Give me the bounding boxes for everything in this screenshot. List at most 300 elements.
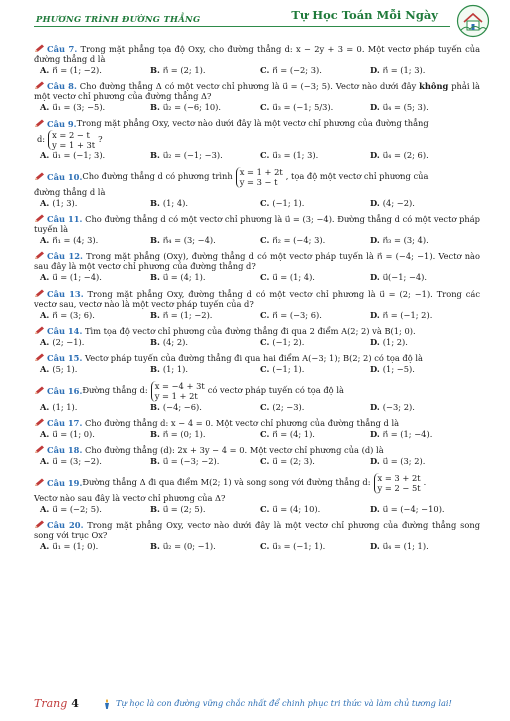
question-text: Cho đường thẳng d có một vectơ chỉ phương là u⃗ = (3; −4). Đường thẳng d có một vectơ pháp tuyến là: [34, 213, 480, 234]
option-value: u⃗₂ = (0; −1).: [162, 540, 216, 551]
option-letter: A.: [40, 503, 50, 514]
option-letter: D.: [370, 309, 380, 320]
question-text: Vectơ pháp tuyến của đường thẳng đi qua hai điểm A(−3; 1); B(2; 2) có tọa độ là: [84, 353, 423, 364]
option-letter: D.: [370, 197, 380, 208]
question-text-cont: .: [423, 477, 427, 488]
answer-options: [34, 365, 480, 375]
option-letter: C.: [260, 540, 270, 551]
pencil-icon: [34, 214, 45, 223]
answer-options: [34, 403, 480, 413]
question-number: Câu 17.: [47, 418, 83, 429]
question-stem: [34, 167, 480, 188]
option-letter: A.: [40, 102, 50, 113]
answer-option[interactable]: [260, 505, 370, 515]
answer-options: [34, 311, 480, 321]
answer-option[interactable]: [370, 338, 480, 348]
option-letter: C.: [260, 456, 270, 467]
option-value: (1; −5).: [382, 364, 415, 375]
pencil-icon: [34, 172, 45, 181]
option-value: n⃗₂ = (−4; 3).: [272, 234, 326, 245]
question-head: [34, 251, 83, 261]
option-letter: B.: [150, 197, 160, 208]
answer-option[interactable]: [40, 505, 150, 515]
option-letter: D.: [370, 150, 380, 161]
answer-options: [34, 542, 480, 552]
question-text: Cho đường thẳng Δ có một vectơ chỉ phương là u⃗ = (−3; 5). Vectơ nào dưới đây: [79, 81, 417, 92]
equation-system: [236, 167, 283, 188]
question-number: Câu 20.: [47, 519, 84, 530]
answer-option[interactable]: [40, 542, 150, 552]
answer-options: [34, 66, 480, 76]
answer-option[interactable]: [150, 151, 260, 161]
option-value: u⃗₁ = (−1; 3).: [52, 150, 106, 161]
question-text: Trong mặt phẳng tọa độ Oxy, cho đường thẳng d: x − 2y + 3 = 0. Một vectơ pháp tuyến của đường thẳng d là: [34, 44, 481, 64]
answer-options: [34, 236, 480, 246]
option-letter: A.: [40, 150, 50, 161]
pencil-icon: [34, 418, 45, 427]
option-value: (4; 2).: [162, 337, 189, 347]
option-value: (−1; 2).: [272, 337, 305, 347]
question-text: Cho đường thẳng d có phương trình: [82, 171, 233, 182]
answer-option[interactable]: [370, 457, 480, 467]
answer-option[interactable]: [260, 273, 370, 283]
question-text: Trong mặt phẳng Oxy, đường thẳng d có một vectơ chỉ phương là u⃗ = (2; −1). Trong các vectơ sau, vectơ nào là một vectơ pháp tuyến của d?: [34, 288, 480, 309]
question-item: [34, 251, 480, 283]
option-letter: B.: [150, 337, 160, 347]
question-stem: [34, 289, 480, 310]
answer-option[interactable]: [370, 505, 480, 515]
question-text: Cho đường thẳng d: x − 4 = 0. Một vectơ chỉ phương của đường thẳng d là: [84, 418, 400, 429]
answer-options: [34, 273, 480, 283]
question-head: [34, 418, 82, 428]
question-number: Câu 7.: [47, 44, 78, 54]
option-letter: A.: [40, 197, 50, 208]
answer-option[interactable]: [40, 151, 150, 161]
question-text: Trong mặt phẳng Oxy, vectơ nào dưới đây là một vectơ chỉ phương của đường thẳng: [76, 118, 429, 129]
answer-options: [34, 199, 480, 209]
question-number: Câu 9.: [47, 118, 77, 129]
answer-option[interactable]: [370, 199, 480, 209]
option-value: u⃗ = (−4; −10).: [382, 503, 445, 514]
question-number: Câu 15.: [47, 353, 83, 364]
question-item: [34, 167, 480, 209]
question-item: [34, 44, 480, 76]
question-stem: [34, 473, 480, 494]
option-value: u⃗ = (−2; 5).: [52, 503, 102, 514]
pencil-icon: [34, 251, 45, 260]
question-item: [34, 326, 480, 348]
option-value: u⃗ = (−3; −2).: [162, 456, 220, 467]
question-item: [34, 119, 480, 162]
answer-option[interactable]: [370, 311, 480, 321]
answer-option[interactable]: [40, 338, 150, 348]
header-rule: [34, 26, 450, 27]
option-value: (−4; −6).: [162, 401, 202, 412]
option-value: u⃗₄ = (2; 6).: [382, 150, 429, 161]
option-value: (1; 1).: [162, 364, 189, 375]
answer-option[interactable]: [150, 542, 260, 552]
answer-option[interactable]: [260, 457, 370, 467]
option-letter: B.: [150, 364, 160, 375]
answer-option[interactable]: [40, 365, 150, 375]
question-number: Câu 8.: [47, 81, 77, 92]
option-letter: D.: [370, 64, 380, 75]
question-stem: [34, 119, 480, 130]
option-value: n⃗ = (−1; 2).: [382, 309, 433, 320]
answer-option[interactable]: [150, 403, 260, 413]
question-stem: [34, 251, 480, 272]
answer-option[interactable]: [260, 103, 370, 113]
answer-option[interactable]: [40, 199, 150, 209]
question-text: Đường thẳng Δ đi qua điểm M(2; 1) và song song với đường thẳng d:: [82, 477, 371, 488]
answer-option[interactable]: [40, 430, 150, 440]
question-head: [34, 289, 84, 299]
answer-option[interactable]: [260, 151, 370, 161]
question-stem: [34, 418, 480, 429]
answer-option[interactable]: [260, 199, 370, 209]
answer-options: [34, 151, 480, 161]
question-text-line: Vectơ nào sau đây là vectơ chỉ phương của Δ?: [34, 492, 226, 503]
option-letter: C.: [260, 428, 270, 439]
answer-option[interactable]: [150, 338, 260, 348]
question-text-suffix: ?: [98, 134, 103, 145]
answer-option[interactable]: [260, 542, 370, 552]
option-letter: D.: [370, 540, 380, 551]
answer-option[interactable]: [370, 151, 480, 161]
question-head: [34, 44, 77, 54]
question-text: Trong mặt phẳng Oxy, vectơ nào dưới đây là một vectơ chỉ phương của đường thẳng song song với trục Ox?: [34, 519, 480, 540]
question-number: Câu 11.: [47, 213, 83, 224]
option-letter: C.: [260, 309, 270, 320]
answer-option[interactable]: [150, 505, 260, 515]
option-value: u⃗₃ = (1; 3).: [272, 150, 319, 161]
option-value: u⃗₃ = (−1; 1).: [272, 540, 326, 551]
option-letter: C.: [260, 503, 270, 514]
equation-line: y = 1 + 2t: [154, 391, 198, 402]
question-item: [34, 473, 480, 515]
question-item: [34, 520, 480, 552]
option-letter: B.: [150, 401, 160, 412]
question-head: [34, 520, 83, 530]
answer-options: [34, 430, 480, 440]
question-stem: [34, 520, 480, 541]
option-letter: C.: [260, 401, 270, 412]
question-text: Trong mặt phẳng (Oxy), đường thẳng d có một vectơ pháp tuyến là n⃗ = (−4; −1). Vectơ nào sau đây là một vectơ chỉ phương của đường thẳng d?: [34, 251, 480, 272]
option-letter: C.: [260, 234, 270, 245]
answer-option[interactable]: [370, 66, 480, 76]
page-number: 4: [71, 697, 79, 710]
question-head: [34, 81, 77, 91]
pencil-icon: [34, 44, 45, 53]
option-value: u⃗ = (1; 0).: [52, 428, 95, 439]
option-letter: A.: [40, 364, 50, 375]
question-item: [34, 418, 480, 440]
pencil-icon: [34, 386, 45, 395]
equation-line: x = 3 + 2t: [377, 472, 421, 483]
pencil-icon: [34, 520, 45, 529]
house-logo-icon: [456, 4, 490, 38]
answer-option[interactable]: [370, 542, 480, 552]
pencil-icon: [34, 289, 45, 298]
option-letter: B.: [150, 503, 160, 514]
option-value: u⃗ = (4; 1).: [162, 272, 206, 283]
option-letter: A.: [40, 540, 50, 551]
option-letter: B.: [150, 272, 160, 283]
option-letter: B.: [150, 150, 160, 161]
pencil-icon: [34, 445, 45, 454]
option-letter: C.: [260, 102, 270, 113]
equation-line: x = −4 + 3t: [154, 380, 205, 391]
equation-line: x = 2 − t: [52, 129, 90, 140]
question-emphasis: không: [419, 81, 449, 92]
option-letter: D.: [370, 456, 380, 467]
answer-options: [34, 457, 480, 467]
option-value: (2; −3).: [272, 401, 305, 412]
option-value: u⃗₁ = (3; −5).: [52, 102, 106, 113]
option-letter: D.: [370, 364, 380, 375]
option-value: u⃗ = (4; 10).: [272, 503, 321, 514]
question-stem: [34, 44, 480, 65]
pencil-icon: [34, 81, 45, 90]
question-item: [34, 381, 480, 413]
question-number: Câu 10.: [47, 171, 83, 182]
option-letter: D.: [370, 337, 380, 347]
option-value: u⃗₄ = (1; 1).: [382, 540, 429, 551]
answer-option[interactable]: [40, 66, 150, 76]
option-value: u⃗₃ = (−1; 5/3).: [272, 102, 334, 113]
question-head: [34, 353, 82, 363]
option-letter: A.: [40, 234, 50, 245]
question-text: Cho đường thẳng (d): 2x + 3y − 4 = 0. Một vectơ chỉ phương của (d) là: [84, 445, 384, 456]
question-text: Tìm tọa độ vectơ chỉ phương của đường thẳng đi qua 2 điểm A(2; 2) và B(1; 0).: [84, 326, 416, 337]
pencil-icon: [34, 326, 45, 335]
answer-option[interactable]: [370, 103, 480, 113]
answer-option[interactable]: [370, 403, 480, 413]
page-label: Trang: [34, 697, 68, 710]
question-head: [34, 214, 82, 224]
option-letter: D.: [370, 401, 380, 412]
option-value: n⃗ = (4; 1).: [272, 428, 315, 439]
option-value: n⃗₃ = (3; 4).: [382, 234, 429, 245]
option-value: n⃗ = (−2; 3).: [272, 64, 322, 75]
option-letter: B.: [150, 540, 160, 551]
option-letter: A.: [40, 309, 50, 320]
option-value: n⃗₁ = (4; 3).: [52, 234, 99, 245]
question-head: [34, 478, 82, 489]
option-value: n⃗₄ = (3; −4).: [162, 234, 216, 245]
option-value: (−1; 1).: [272, 364, 305, 375]
answer-option[interactable]: [40, 273, 150, 283]
page-header: [0, 0, 510, 40]
question-item: [34, 214, 480, 246]
option-letter: B.: [150, 234, 160, 245]
option-value: (5; 1).: [52, 364, 78, 375]
question-text-prefix: d:: [37, 134, 46, 145]
answer-option[interactable]: [40, 457, 150, 467]
option-value: u⃗ = (1; −4).: [52, 272, 102, 283]
option-value: (−3; 2).: [382, 401, 415, 412]
question-text-cont: , tọa độ một vectơ chỉ phương của: [285, 171, 429, 182]
option-letter: C.: [260, 64, 270, 75]
question-number: Câu 14.: [47, 326, 83, 337]
torch-icon: [102, 698, 112, 710]
equation-system: [151, 381, 205, 402]
question-stem: [34, 326, 480, 337]
question-stem: [34, 81, 480, 102]
answer-option[interactable]: [150, 199, 260, 209]
option-letter: B.: [150, 309, 160, 320]
option-letter: D.: [370, 234, 380, 245]
option-value: n⃗ = (0; 1).: [162, 428, 206, 439]
equation-system: [374, 473, 421, 494]
page-footer: [0, 690, 510, 720]
option-letter: B.: [150, 64, 160, 75]
answer-options: [34, 103, 480, 113]
option-value: (1; 2).: [382, 337, 408, 347]
option-value: (4; −2).: [382, 197, 415, 208]
option-value: u⃗₂ = (−1; −3).: [162, 150, 223, 161]
answer-option[interactable]: [40, 403, 150, 413]
question-head: [34, 326, 82, 336]
question-head: [34, 445, 82, 455]
question-item: [34, 353, 480, 375]
option-value: u⃗₄ = (5; 3).: [382, 102, 429, 113]
answer-option[interactable]: [150, 103, 260, 113]
question-item: [34, 289, 480, 321]
option-value: u⃗ = (2; 3).: [272, 456, 315, 467]
answer-option[interactable]: [150, 430, 260, 440]
question-stem: [34, 381, 480, 402]
option-letter: B.: [150, 428, 160, 439]
option-letter: D.: [370, 102, 380, 113]
pencil-icon: [34, 353, 45, 362]
question-number: Câu 19.: [47, 477, 83, 488]
option-letter: A.: [40, 272, 50, 283]
answer-option[interactable]: [150, 365, 260, 375]
question-head: [34, 386, 82, 397]
question-head: [34, 119, 77, 130]
answer-option[interactable]: [370, 430, 480, 440]
question-head: [34, 172, 82, 183]
answer-options: [34, 505, 480, 515]
answer-option[interactable]: [260, 311, 370, 321]
answer-option[interactable]: [150, 311, 260, 321]
question-text-line: đường thẳng d là: [34, 186, 106, 197]
option-letter: C.: [260, 197, 270, 208]
footer-motto: Tự học là con đường vững chắc nhất để chinh phục tri thức và làm chủ tương lai!: [116, 698, 452, 708]
option-letter: C.: [260, 337, 270, 347]
question-stem: [34, 214, 480, 235]
option-value: (1; 1).: [52, 401, 78, 412]
answer-option[interactable]: [260, 430, 370, 440]
option-letter: A.: [40, 456, 50, 467]
answer-option[interactable]: [260, 66, 370, 76]
option-letter: A.: [40, 64, 50, 75]
question-stem: [34, 445, 480, 456]
answer-option[interactable]: [40, 103, 150, 113]
option-value: n⃗ = (1; −2).: [162, 309, 213, 320]
option-letter: C.: [260, 272, 270, 283]
question-text: Đường thẳng d:: [82, 385, 148, 396]
answer-option[interactable]: [260, 338, 370, 348]
answer-option[interactable]: [260, 403, 370, 413]
question-number: Câu 13.: [47, 288, 84, 299]
answer-option[interactable]: [260, 236, 370, 246]
answer-option[interactable]: [370, 273, 480, 283]
option-letter: C.: [260, 150, 270, 161]
option-value: n⃗ = (2; 1).: [162, 64, 206, 75]
pencil-icon: [34, 119, 45, 128]
answer-options: [34, 338, 480, 348]
option-value: (−1; 1).: [272, 197, 305, 208]
option-value: n⃗ = (1; −4).: [382, 428, 433, 439]
option-letter: A.: [40, 428, 50, 439]
option-value: u⃗₂ = (−6; 10).: [162, 102, 222, 113]
option-value: n⃗ = (1; 3).: [382, 64, 426, 75]
answer-option[interactable]: [150, 66, 260, 76]
question-list: [34, 44, 480, 557]
option-value: (1; 4).: [162, 197, 189, 208]
answer-option[interactable]: [40, 311, 150, 321]
option-letter: C.: [260, 364, 270, 375]
question-number: Câu 16.: [47, 385, 83, 396]
option-value: n⃗ = (−3; 6).: [272, 309, 322, 320]
option-letter: D.: [370, 272, 380, 283]
equation-line: y = 3 − t: [239, 177, 278, 188]
answer-option[interactable]: [150, 457, 260, 467]
question-item: [34, 81, 480, 113]
equation-line: y = 1 + 3t: [52, 140, 96, 151]
page-indicator: [34, 697, 79, 710]
option-letter: B.: [150, 456, 160, 467]
question-number: Câu 12.: [47, 251, 83, 262]
option-value: u⃗ = (1; 4).: [272, 272, 315, 283]
option-value: u⃗(−1; −4).: [382, 272, 428, 283]
option-letter: B.: [150, 102, 160, 113]
question-stem: [34, 353, 480, 364]
equation-line: y = 2 − 5t: [377, 483, 421, 494]
equation-line: x = 1 + 2t: [239, 166, 283, 177]
option-value: n⃗ = (3; 6).: [52, 309, 95, 320]
option-value: u⃗ = (3; −2).: [52, 456, 102, 467]
option-value: n⃗ = (1; −2).: [52, 64, 102, 75]
question-text-cont: có vectơ pháp tuyến có tọa độ là: [207, 385, 344, 396]
answer-option[interactable]: [150, 236, 260, 246]
question-number: Câu 18.: [47, 445, 83, 456]
option-letter: D.: [370, 503, 380, 514]
option-letter: D.: [370, 428, 380, 439]
answer-option[interactable]: [370, 365, 480, 375]
answer-option[interactable]: [150, 273, 260, 283]
option-letter: A.: [40, 337, 50, 347]
option-value: u⃗ = (3; 2).: [382, 456, 426, 467]
option-value: u⃗₁ = (1; 0).: [52, 540, 99, 551]
question-text-cont: phải là một vectơ chỉ phương của đường thẳng Δ?: [34, 81, 480, 102]
answer-option[interactable]: [40, 236, 150, 246]
brand-name: Tự Học Toán Mỗi Ngày: [291, 8, 438, 22]
option-value: (1; 3).: [52, 197, 78, 208]
question-stem-line: [34, 130, 480, 151]
option-value: u⃗ = (2; 5).: [162, 503, 206, 514]
chapter-title: PHƯƠNG TRÌNH ĐƯỜNG THẲNG: [36, 14, 201, 24]
option-letter: A.: [40, 401, 50, 412]
equation-system: [48, 130, 95, 151]
pencil-icon: [34, 478, 45, 487]
option-value: (2; −1).: [52, 337, 85, 347]
question-item: [34, 445, 480, 467]
answer-option[interactable]: [260, 365, 370, 375]
answer-option[interactable]: [370, 236, 480, 246]
